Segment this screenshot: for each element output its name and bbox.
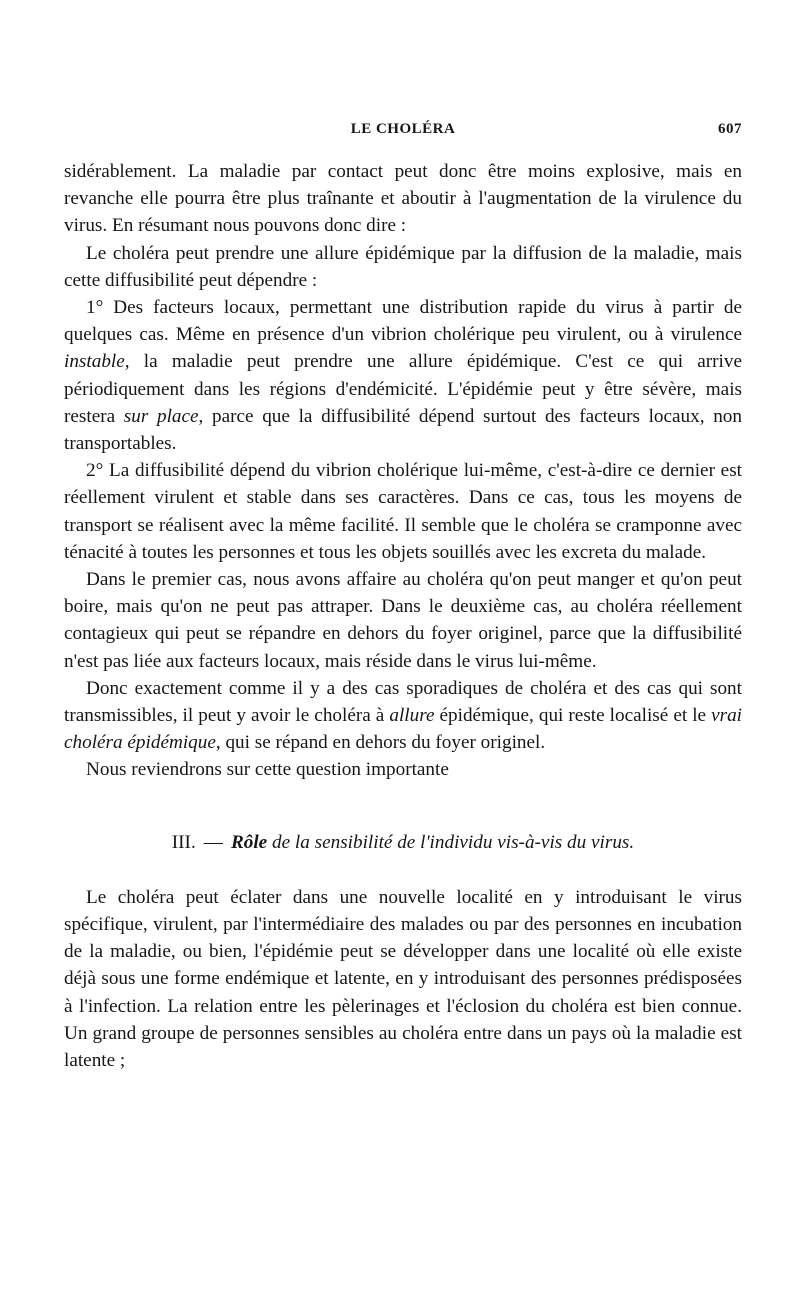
text-run: , qui se répand en dehors du foyer originel. (215, 732, 546, 754)
emphasis-vrai-cholera: vrai choléra épidémique (64, 705, 743, 754)
section-dash: — (203, 831, 223, 853)
paragraph-continuation: sidérablement. La maladie par contact peut donc être moins explosive, mais en revanche elle pourra être plus traînante et aboutir à l'augmentation de la virulence du virus. En résumant nous pouvons donc dire : (64, 161, 742, 237)
text-run: 1° Des facteurs locaux, permettant une distribution rapide du virus à partir de quelques cas. Même en présence d'un vibrion cholérique peu virulent, ou à virulence (64, 297, 742, 346)
text-run: , parce que la diffusibilité dépend surtout des facteurs locaux, non transportables. (64, 405, 742, 455)
paragraph-point-2: 2° La diffusibilité dépend du vibrion cholérique lui-même, c'est-à-dire ce dernier est réellement virulent et stable dans ses caractères. Dans ce cas, tous les moyens de transport se réalisent avec la même facilité. Il semble que le choléra se cramponne avec ténacité à toutes les personnes et tous les objets souillés avec les excreta du malade. (64, 460, 742, 563)
emphasis-instable: instable (64, 351, 125, 373)
paragraph-comparison: Dans le premier cas, nous avons affaire au choléra qu'on peut manger et qu'on peut boire, mais qu'on ne peut pas attraper. Dans le deuxième cas, au choléra réellement contagieux qui peut se répandre en dehors du foyer originel, parce que la diffusibilité n'est pas liée aux facteurs locaux, mais réside dans le virus lui-même. (64, 569, 742, 672)
paragraph-conclusion (64, 675, 742, 757)
running-title: LE CHOLÉRA (350, 121, 456, 137)
emphasis-allure: allure (389, 705, 435, 727)
paragraph-note: Nous reviendrons sur cette question importante (86, 759, 449, 781)
paragraph-summary: Le choléra peut prendre une allure épidémique par la diffusion de la maladie, mais cette diffusibilité peut dépendre : (64, 242, 742, 291)
text-run: épidémique, qui reste localisé et le (434, 705, 712, 727)
text-run: Donc exactement comme il y a des cas sporadiques de choléra et des cas qui sont transmissibles, il peut y avoir le choléra à (64, 677, 742, 727)
section-number: III. (171, 831, 196, 853)
running-header (64, 116, 742, 144)
section-heading (64, 829, 742, 856)
emphasis-sur-place: sur place (123, 405, 199, 427)
paragraph-point-1 (64, 294, 742, 457)
section-title-rest: de la sensibilité de l'individu vis-à-vis du virus. (267, 831, 635, 853)
paragraph-section-3: Le choléra peut éclater dans une nouvelle localité en y introduisant le virus spécifique, virulent, par l'intermédiaire des malades ou par des personnes en incubation de la maladie, ou bien, l'épidémie peut se développer dans une localité où elle existe déjà sous une forme endémique et latente, en y introduisant des personnes prédisposées à l'infection. La relation entre les pèlerinages et l'éclosion du choléra est bien connue. Un grand groupe de personnes sensibles au choléra entre dans un pays où la maladie est latente ; (64, 886, 742, 1072)
section-title-bold: Rôle (230, 831, 268, 853)
page-number: 607 (718, 121, 742, 137)
book-page (64, 116, 742, 1074)
text-run: , la maladie peut prendre une allure épidémique. C'est ce qui arrive périodiquement dans les régions d'endémicité. L'épidémie peut y être sévère, mais restera (64, 351, 742, 427)
